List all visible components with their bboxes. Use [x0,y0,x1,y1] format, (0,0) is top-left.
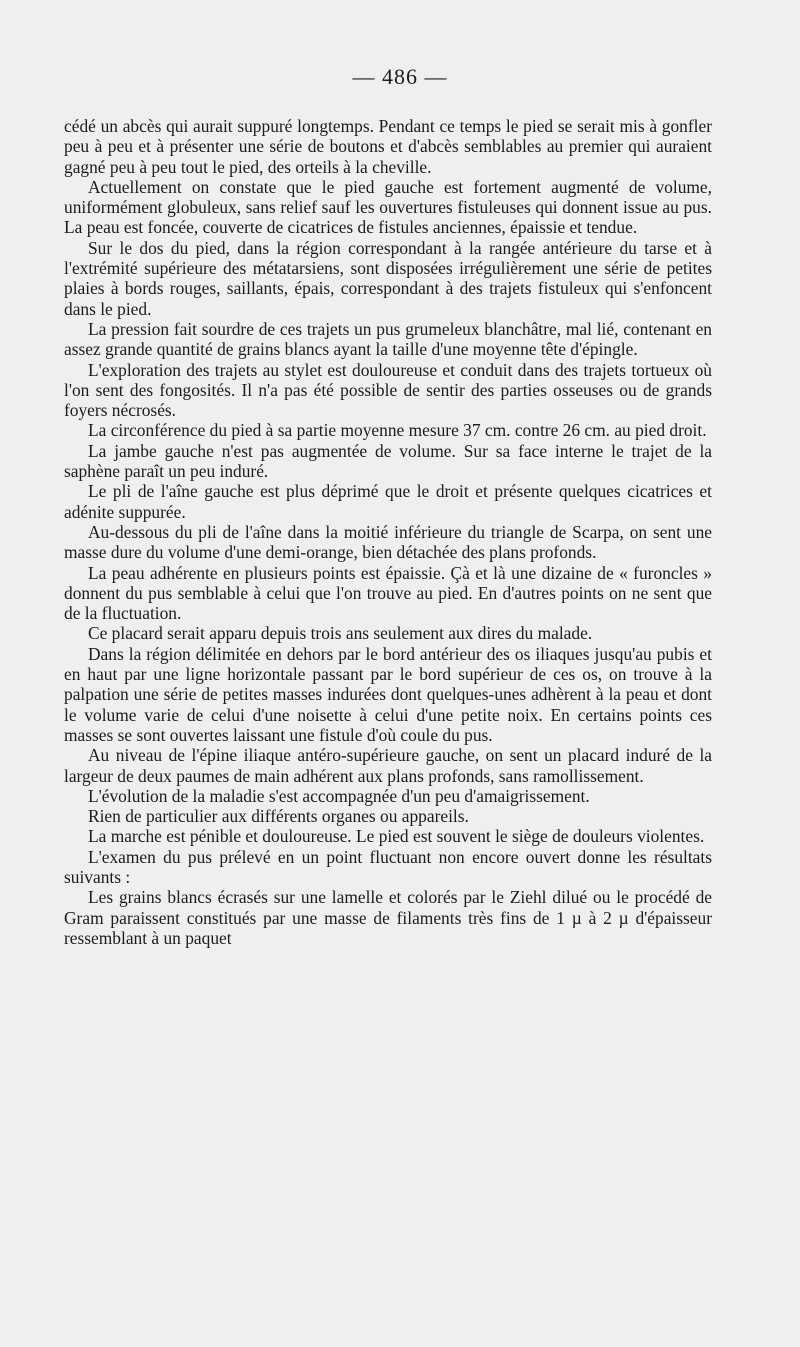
paragraph: Le pli de l'aîne gauche est plus déprimé que le droit et présente quelques cicatrices et adénite suppurée. [64,481,712,522]
paragraph: La marche est pénible et douloureuse. Le pied est souvent le siège de douleurs violentes. [88,826,705,847]
paragraph: Au-dessous du pli de l'aîne dans la moitié inférieure du triangle de Scarpa, on sent une masse dure du volume d'une demi-orange, bien détachée des plans profonds. [64,521,712,563]
page-number: — 486 — [352,64,448,89]
paragraph: La peau adhérente en plusieurs points est épaissie. Çà et là une dizaine de « furoncles » donnent du pus semblable à celui que l'on trouve au pied. En d'autres points on ne sent que de la fluctuation. [64,562,712,624]
paragraph: La pression fait sourdre de ces trajets un pus grumeleux blanchâtre, mal lié, contenant en assez grande quantité de grains blancs ayant la taille d'une moyenne tête d'épingle. [64,318,712,360]
paragraph: Sur le dos du pied, dans la région correspondant à la rangée antérieure du tarse et à l'extrémité supérieure des métatarsiens, sont disposées irrégulièrement une série de petites plaies à bords rouges, saillants, épais, correspondant à des trajets fistuleux qui s'enfoncent dans le pied. [64,237,712,319]
paragraph: L'examen du pus prélevé en un point fluctuant non encore ouvert donne les résultats suivants : [64,846,712,887]
paragraph: Ce placard serait apparu depuis trois ans seulement aux dires du malade. [88,623,593,644]
paragraph: Au niveau de l'épine iliaque antéro-supérieure gauche, on sent un placard induré de la largeur de deux paumes de main adhérent aux plans profonds, sans ramollissement. [64,745,712,786]
paragraph: Les grains blancs écrasés sur une lamelle et colorés par le Ziehl dilué ou le procédé de Gram paraissent constitués par une masse de filaments très fins de 1 µ à 2 µ d'épaisseur ressemblant à un paquet [64,887,712,948]
paragraph: La circonférence du pied à sa partie moyenne mesure 37 cm. contre 26 cm. au pied droit. [88,420,707,441]
paragraph: cédé un abcès qui aurait suppuré longtemps. Pendant ce temps le pied se serait mis à gonfler peu à peu et à présenter une série de boutons et d'abcès semblables au premier qui auraient gagné peu à peu tout le pied, des orteils à la cheville. [64,116,712,177]
paragraph: L'exploration des trajets au stylet est douloureuse et conduit dans des trajets tortueux où l'on sent des fongosités. Il n'a pas été possible de sentir des parties osseuses ou de grands foyers nécrosés. [64,359,712,421]
paragraph: La jambe gauche n'est pas augmentée de volume. Sur sa face interne le trajet de la saphène paraît un peu induré. [64,440,712,482]
paragraph: Rien de particulier aux différents organes ou appareils. [88,806,469,827]
paragraph: Actuellement on constate que le pied gauche est fortement augmenté de volume, uniformément globuleux, sans relief sauf les ouvertures fistuleuses qui donnent issue au pus. La peau est foncée, couverte de cicatrices de fistules anciennes, épaissie et tendue. [64,176,712,238]
body-text [64,116,712,948]
paragraph: Dans la région délimitée en dehors par le bord antérieur des os iliaques jusqu'au pubis et en haut par une ligne horizontale passant par le bord supérieur de ces os, on trouve à la palpation une série de petites masses indurées dont quelques-unes adhèrent à la peau et dont le volume varie de celui d'une noisette à celui d'une petite noix. En certains points ces masses se sont ouvertes laissant une fistule d'où coule du pus. [64,643,712,745]
paragraph: L'évolution de la maladie s'est accompagnée d'un peu d'amaigrissement. [88,785,590,806]
